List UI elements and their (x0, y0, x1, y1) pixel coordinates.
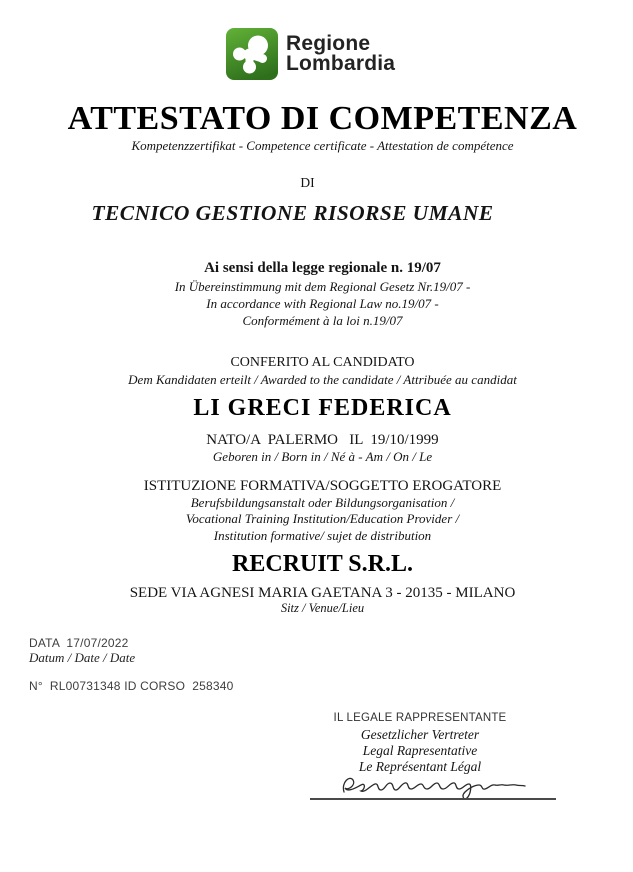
brand-name (286, 34, 395, 74)
legal-representative-block (310, 712, 556, 804)
legal-representative-french: Le Représentant Légal (358, 759, 482, 774)
qualification-name: TECNICO GESTIONE RISORSE UMANE (91, 201, 494, 225)
of-label: DI (300, 175, 315, 190)
signature-scribble (338, 773, 528, 799)
legal-representative-heading: IL LEGALE RAPPRESENTANTE (333, 712, 507, 724)
institution-heading: ISTITUZIONE FORMATIVA/SOGGETTO EROGATORE (143, 478, 502, 494)
institution-line-french: Institution formative/ sujet de distribution (213, 528, 432, 543)
law-line-german: In Übereinstimmung mit dem Regional Gesetz Nr.19/07 - (174, 279, 471, 294)
legal-representative-english: Legal Rapresentative (362, 743, 478, 758)
birth-line-translations: Geboren in / Born in / Né à - Am / On / Le (212, 449, 433, 464)
regione-lombardia-logo (226, 28, 395, 80)
date-line: DATA 17/07/2022 (29, 636, 129, 650)
certificate-number-line: N° RL00731348 ID CORSO 258340 (29, 679, 234, 693)
institution-line-english: Vocational Training Institution/Education Provider / (185, 511, 460, 526)
date-line-translations: Datum / Date / Date (29, 650, 136, 665)
institution-address: SEDE VIA AGNESI MARIA GAETANA 3 - 20135 - MILANO (129, 585, 516, 601)
law-heading: Ai sensi della legge regionale n. 19/07 (204, 260, 441, 276)
candidate-name: LI GRECI FEDERICA (193, 395, 452, 421)
brand-name-line2: Lombardia (286, 52, 396, 75)
legal-representative-german: Gesetzlicher Vertreter (360, 727, 480, 742)
law-line-french: Conformément à la loi n.19/07 (242, 313, 403, 328)
signature-line (310, 798, 556, 800)
institution-name: RECRUIT S.R.L. (232, 551, 413, 577)
awarded-heading: CONFERITO AL CANDIDATO (230, 355, 415, 370)
institution-address-translations: Sitz / Venue/Lieu (280, 601, 365, 615)
certificate-title-translations: Kompetenzzertifikat - Competence certificate - Attestation de compétence (131, 138, 514, 153)
law-line-english: In accordance with Regional Law no.19/07 - (206, 296, 439, 311)
awarded-heading-translations: Dem Kandidaten erteilt / Awarded to the candidate / Attribuée au candidat (128, 372, 517, 387)
birth-line: NATO/A PALERMO IL 19/10/1999 (206, 432, 439, 448)
rosa-camuna-icon (226, 28, 278, 80)
institution-line-german: Berufsbildungsanstalt oder Bildungsorganisation / (190, 495, 455, 510)
brand-name-line1: Regione (286, 32, 371, 55)
certificate-title: ATTESTATO DI COMPETENZA (67, 100, 578, 137)
